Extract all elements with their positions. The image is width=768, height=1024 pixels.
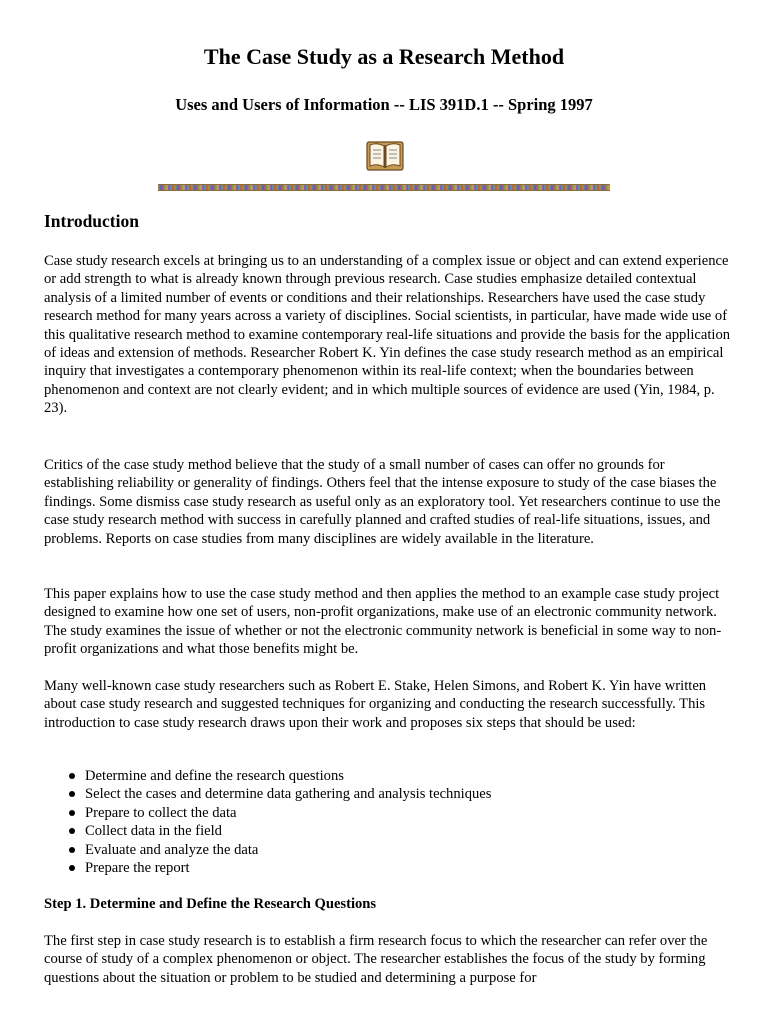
decorative-divider (158, 184, 610, 191)
step1-paragraph: The first step in case study research is to establish a firm research focus to which the researcher can refer over the course of study of a complex phenomenon or object. The researcher establishes the focus of the study by forming questions about the situation or problem to be studied and determining a purpose for (44, 933, 708, 986)
page-subtitle: Uses and Users of Information -- LIS 391D.1 -- Spring 1997 (175, 95, 593, 114)
list-item-text: Collect data in the field (85, 823, 222, 840)
list-item-text: Prepare the report (85, 860, 190, 877)
list-item (44, 859, 734, 877)
bullet-icon (69, 791, 75, 797)
intro-paragraph-3: This paper explains how to use the case study method and then applies the method to an example case study project designed to examine how one set of users, non-profit organizations, make use of an electronic community network. The study examines the issue of whether or not the electronic community network is beneficial in some way to non-profit organizations and what those benefits might be. (44, 586, 722, 658)
list-item-text: Select the cases and determine data gathering and analysis techniques (85, 786, 492, 803)
intro-paragraph-1: Case study research excels at bringing us to an understanding of a complex issue or object and can extend experience or add strength to what is already known through previous research. Case studies emphasize detailed contextual analysis of a limited number of events or conditions and their relationships. Researchers have used the case study research method for many years across a variety of disciplines. Social scientists, in particular, have made wide use of this qualitative research method to examine contemporary real-life situations and provide the basis for the application of ideas and extension of methods. Researcher Robert K. Yin defines the case study research method as an empirical inquiry that investigates a contemporary phenomenon within its real-life context; when the boundaries between phenomenon and context are not clearly evident; and in which multiple sources of evidence are used (Yin, 1984, p. 23). (44, 253, 731, 417)
list-item-text: Prepare to collect the data (85, 804, 237, 821)
book-icon (366, 138, 404, 172)
list-item-text: Determine and define the research questions (85, 768, 344, 784)
intro-paragraph-4: Many well-known case study researchers such as Robert E. Stake, Helen Simons, and Robert K. Yin have written about case study research and suggested techniques for organizing and conducting the research successfully. This introduction to case study research draws upon their work and proposes six steps that should be used: (44, 678, 707, 731)
list-item (44, 785, 734, 803)
bullet-icon (69, 828, 75, 834)
intro-paragraph-2: Critics of the case study method believe that the study of a small number of cases can offer no grounds for establishing reliability or generality of findings. Others feel that the intense exposure to study of the case biases the findings. Some dismiss case study research as useful only as an exploratory tool. Yet researchers continue to use the case study research method with success in carefully planned and crafted studies of real-life situations, issues, and problems. Reports on case studies from many disciplines are widely available in the literature. (44, 457, 721, 547)
list-item-text: Evaluate and analyze the data (85, 841, 259, 858)
list-item (44, 767, 734, 785)
step1-heading: Step 1. Determine and Define the Research Questions (44, 896, 377, 912)
bullet-icon (69, 810, 75, 816)
page-title: The Case Study as a Research Method (203, 44, 565, 69)
list-item (44, 804, 734, 822)
list-item (44, 822, 734, 840)
bullet-icon (69, 865, 75, 871)
intro-heading: Introduction (44, 211, 139, 231)
bullet-icon (69, 773, 75, 779)
bullet-icon (69, 847, 75, 853)
steps-list (44, 767, 734, 877)
list-item (44, 841, 734, 859)
